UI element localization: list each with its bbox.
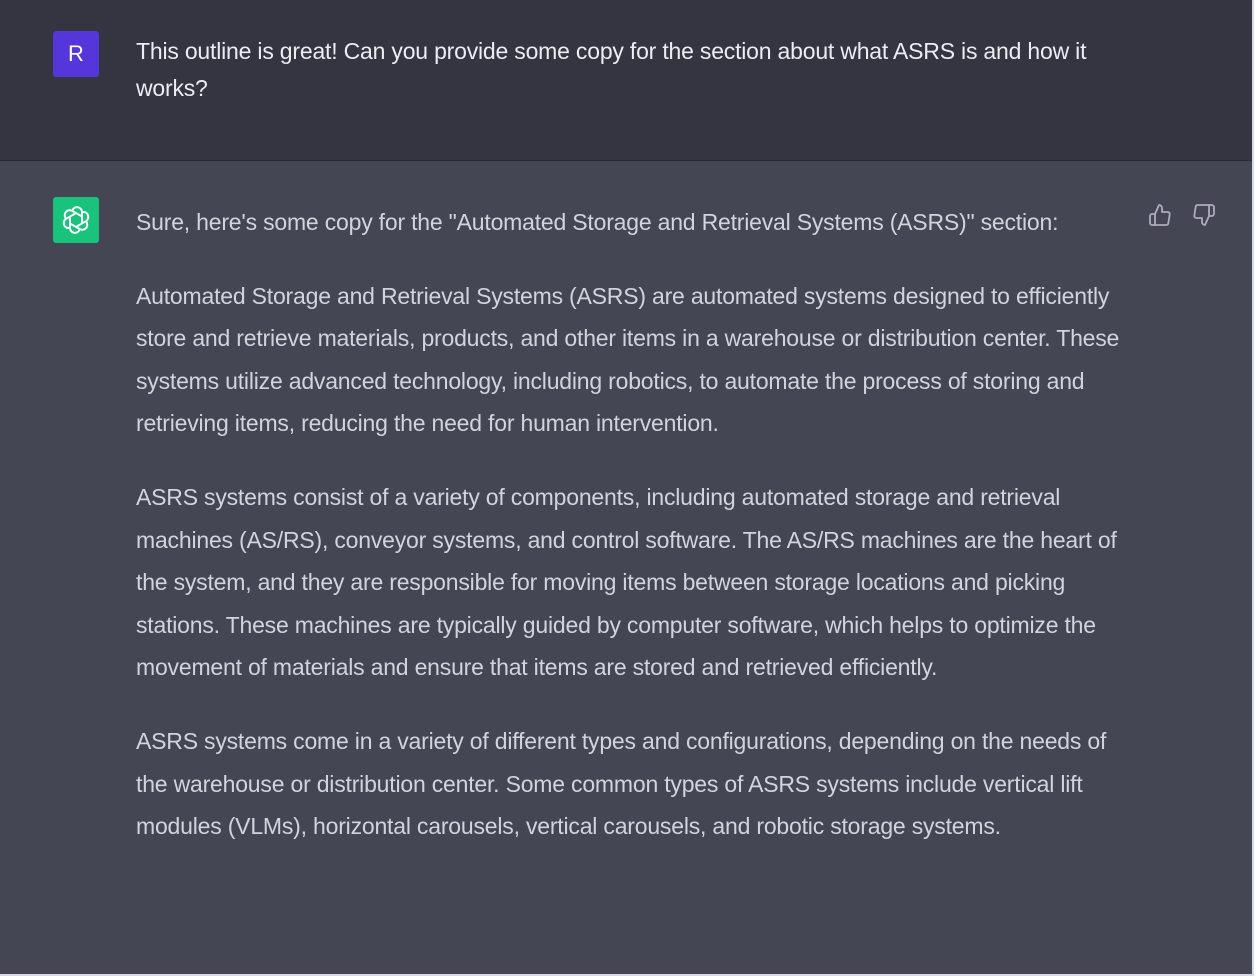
assistant-message-row xyxy=(0,161,1252,974)
thumbs-down-icon xyxy=(1192,203,1216,227)
assistant-avatar xyxy=(53,197,99,243)
assistant-message-text xyxy=(136,201,1136,879)
thumbs-down-button[interactable] xyxy=(1190,201,1218,229)
user-message-text: This outline is great! Can you provide some copy for the section about what ASRS is and how it works? xyxy=(136,38,1087,101)
response-intro: Sure, here's some copy for the "Automated Storage and Retrieval Systems (ASRS)" section: xyxy=(136,209,1059,235)
user-message-row xyxy=(0,0,1252,161)
response-paragraph: Automated Storage and Retrieval Systems (ASRS) are automated systems designed to efficiently store and retrieve materials, products, and other items in a warehouse or distribution center. These systems utilize advanced technology, including robotics, to automate the process of storing and retrieving items, reducing the need for human intervention. xyxy=(136,282,1120,437)
response-paragraph: ASRS systems consist of a variety of components, including automated storage and retrieval machines (AS/RS), conveyor systems, and control software. The AS/RS machines are the heart of the system, and they are responsible for moving items between storage locations and picking stations. These machines are typically guided by computer software, which helps to optimize the movement of materials and ensure that items are stored and retrieved efficiently. xyxy=(136,483,1117,681)
user-avatar: R xyxy=(53,31,99,77)
openai-logo-icon xyxy=(60,204,92,236)
thumbs-up-icon xyxy=(1148,203,1172,227)
response-paragraph: ASRS systems come in a variety of different types and configurations, depending on the needs of the warehouse or distribution center. Some common types of ASRS systems include vertical lift modules (VLMs), horizontal carousels, vertical carousels, and robotic storage systems. xyxy=(136,727,1107,840)
thumbs-up-button[interactable] xyxy=(1146,201,1174,229)
